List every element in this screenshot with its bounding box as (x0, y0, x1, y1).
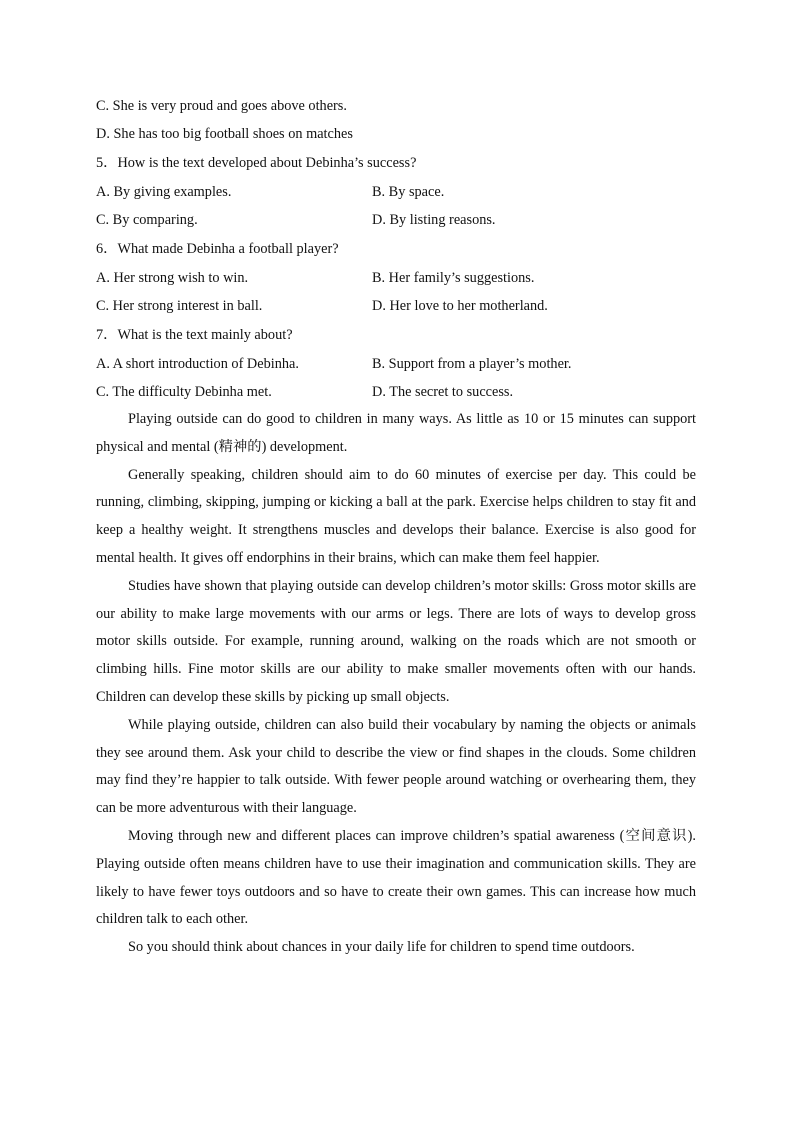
question-7 (96, 320, 696, 406)
option-b: B. Support from a player’s mother. (372, 356, 572, 372)
question-stem: 6．What made Debinha a football player? (96, 241, 339, 257)
reading-passage (96, 406, 696, 962)
option-a: A. Her strong wish to win. (96, 270, 249, 286)
passage-paragraph: While playing outside, children can also build their vocabulary by naming the objects or animals they see around them. Ask your child to describe the view or find shapes in the clouds. Some children may find they’re happier to talk outside. With fewer people around watching or overhearing them, they can be more adventurous with their language. (96, 716, 696, 817)
option-b: B. Her family’s suggestions. (372, 270, 535, 286)
document-page (96, 92, 696, 962)
option-d: D. The secret to success. (372, 384, 514, 400)
passage-paragraph: Playing outside can do good to children in many ways. As little as 10 or 15 minutes can support physical and mental (精神的) development. (96, 411, 696, 455)
option-a: A. By giving examples. (96, 184, 232, 200)
option-d: D. Her love to her motherland. (372, 298, 548, 314)
option-row (96, 264, 696, 292)
passage-paragraph: Moving through new and different places can improve children’s spatial awareness (空间意识). Playing outside often means children have to use their imagination and communication skills. They are likely to have fewer toys outdoors and so have to create their own games. This can increase how much children talk to each other. (96, 827, 696, 928)
question-stem: 7．What is the text mainly about? (96, 327, 293, 343)
option-b: B. By space. (372, 184, 445, 200)
option-row (96, 206, 696, 234)
option-c: C. The difficulty Debinha met. (96, 384, 272, 400)
option-row (96, 292, 696, 320)
option-c: C. By comparing. (96, 212, 198, 228)
option-d: D. By listing reasons. (372, 212, 496, 228)
passage-paragraph: So you should think about chances in your daily life for children to spend time outdoors. (128, 939, 635, 956)
passage-paragraph: Studies have shown that playing outside can develop children’s motor skills: Gross motor skills are our ability to make large movements with our arms or legs. There are lots of ways to develop gross motor skills outside. For example, running around, walking on the roads which are not smooth or climbing hills. Fine motor skills are our ability to make smaller movements often with our hands. Children can develop these skills by picking up small objects. (96, 577, 696, 705)
option-line: C. She is very proud and goes above others. (96, 98, 347, 114)
question-5 (96, 148, 696, 234)
question-6 (96, 234, 696, 320)
option-row (96, 350, 696, 378)
option-row (96, 178, 696, 206)
option-c: C. Her strong interest in ball. (96, 298, 263, 314)
option-a: A. A short introduction of Debinha. (96, 356, 299, 372)
passage-paragraph: Generally speaking, children should aim to do 60 minutes of exercise per day. This could be running, climbing, skipping, jumping or kicking a ball at the park. Exercise helps children to stay fit and keep a healthy weight. It strengthens muscles and develops their balance. Exercise is also good for mental health. It gives off endorphins in their brains, which can make them feel happier. (96, 466, 696, 566)
question-stem: 5．How is the text developed about Debinha’s success? (96, 155, 417, 171)
option-row (96, 378, 696, 406)
option-line: D. She has too big football shoes on matches (96, 126, 353, 142)
